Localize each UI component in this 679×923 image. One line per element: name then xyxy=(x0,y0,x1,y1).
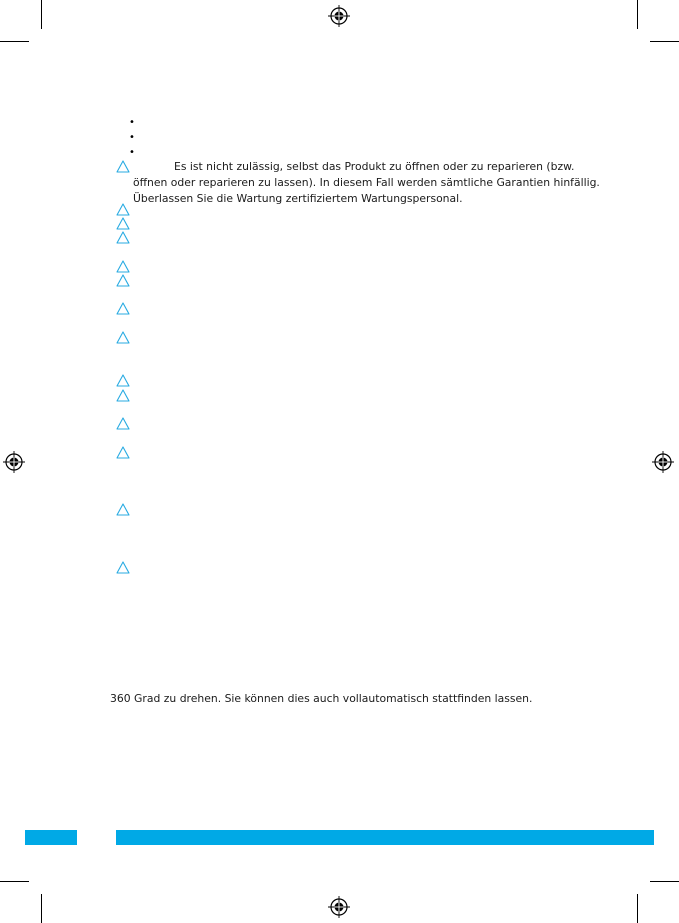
warning-triangle-icon xyxy=(116,203,130,216)
warning-text-line-1: Es ist nicht zulässig, selbst das Produkt zu öffnen oder zu reparieren (bzw. xyxy=(174,160,575,173)
warning-triangle-icon xyxy=(116,389,130,402)
warning-triangle-icon xyxy=(116,503,130,516)
warning-triangle-icon xyxy=(116,231,130,244)
crop-mark-top-right-h xyxy=(650,41,679,42)
warning-text-line-3: Überlassen Sie die Wartung zertifiziertem Wartungspersonal. xyxy=(133,192,463,205)
crop-mark-top-left-v xyxy=(41,0,42,29)
registration-mark-icon xyxy=(328,5,350,27)
warning-triangle-icon xyxy=(116,446,130,459)
crop-mark-bottom-right-h xyxy=(650,881,679,882)
crop-mark-top-left-h xyxy=(0,41,29,42)
crop-mark-bottom-right-v xyxy=(637,894,638,923)
crop-mark-top-right-v xyxy=(637,0,638,29)
footer-bar-right xyxy=(116,830,654,845)
warning-triangle-icon xyxy=(116,374,130,387)
warning-triangle-icon xyxy=(116,160,130,173)
bullet-point: • xyxy=(129,117,135,128)
warning-triangle-icon xyxy=(116,561,130,574)
bullet-point: • xyxy=(129,132,135,143)
warning-triangle-icon xyxy=(116,302,130,315)
registration-mark-icon xyxy=(3,451,25,473)
warning-triangle-icon xyxy=(116,331,130,344)
footer-bar-left xyxy=(25,830,77,845)
crop-mark-bottom-left-h xyxy=(0,881,29,882)
warning-triangle-icon xyxy=(116,274,130,287)
rotation-text: 360 Grad zu drehen. Sie können dies auch vollautomatisch stattfinden lassen. xyxy=(110,692,533,705)
warning-triangle-icon xyxy=(116,417,130,430)
registration-mark-icon xyxy=(652,451,674,473)
crop-mark-bottom-left-v xyxy=(41,894,42,923)
registration-mark-icon xyxy=(328,896,350,918)
bullet-point: • xyxy=(129,147,135,158)
warning-text-line-2: öffnen oder reparieren zu lassen). In diesem Fall werden sämtliche Garantien hinfällig. xyxy=(133,176,600,189)
warning-triangle-icon xyxy=(116,260,130,273)
warning-triangle-icon xyxy=(116,217,130,230)
